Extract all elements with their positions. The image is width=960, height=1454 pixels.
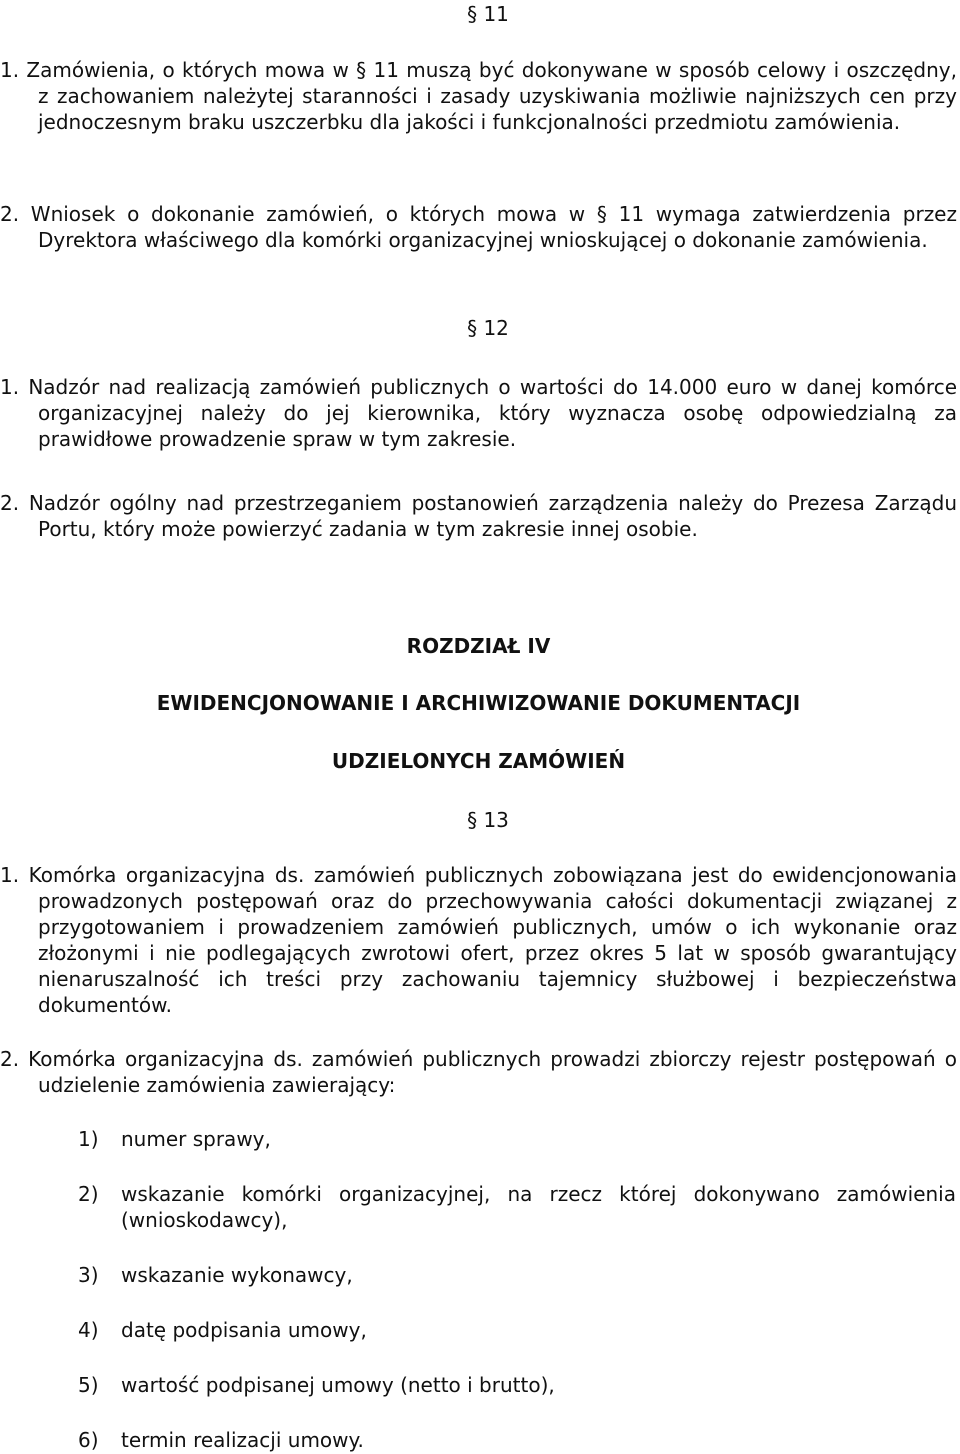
chapter-title-line-2: UDZIELONYCH ZAMÓWIEŃ (331, 749, 626, 773)
list-item-text: wartość podpisanej umowy (netto i brutto), (121, 1373, 555, 1397)
list-item-text: wskazanie wykonawcy, (121, 1263, 353, 1287)
list-item (78, 1126, 956, 1152)
section-11-heading: § 11 (467, 2, 509, 26)
list-item (78, 1262, 956, 1288)
section-11-paragraph-2: 2. Wniosek o dokonanie zamówień, o których mowa w § 11 wymaga zatwierdzenia przez Dyrektora właściwego dla komórki organizacyjnej wnioskującej o dokonanie zamówienia. (0, 202, 957, 252)
list-item-number: 2) (78, 1182, 99, 1206)
chapter-number: ROZDZIAŁ IV (406, 634, 551, 658)
section-13-heading: § 13 (467, 808, 509, 832)
list-item-number: 3) (78, 1263, 99, 1287)
section-11-paragraph-1: 1. Zamówienia, o których mowa w § 11 muszą być dokonywane w sposób celowy i oszczędny, z zachowaniem należytej staranności i zasady uzyskiwania możliwie najniższych cen przy jednoczesnym braku uszczerbku dla jakości i funkcjonalności przedmiotu zamówienia. (0, 58, 957, 134)
list-item-text: datę podpisania umowy, (121, 1318, 367, 1342)
list-item (78, 1317, 956, 1343)
section-12-paragraph-2: 2. Nadzór ogólny nad przestrzeganiem postanowień zarządzenia należy do Prezesa Zarządu Portu, który może powierzyć zadania w tym zakresie innej osobie. (0, 491, 957, 541)
list-item-number: 4) (78, 1318, 99, 1342)
list-item-text: wskazanie komórki organizacyjnej, na rzecz której dokonywano zamówienia (wnioskodawcy), (121, 1182, 956, 1232)
list-item-text: termin realizacji umowy. (121, 1428, 364, 1452)
section-13-paragraph-2: 2. Komórka organizacyjna ds. zamówień publicznych prowadzi zbiorczy rejestr postępowań o udzielenie zamówienia zawierający: (0, 1047, 957, 1097)
list-item (78, 1372, 956, 1398)
section-12-paragraph-1: 1. Nadzór nad realizacją zamówień publicznych o wartości do 14.000 euro w danej komórce organizacyjnej należy do jej kierownika, który wyznacza osobę odpowiedzialną za prawidłowe prowadzenie spraw w tym zakresie. (0, 375, 957, 451)
list-item (78, 1181, 956, 1233)
list-item-number: 1) (78, 1127, 99, 1151)
section-12-heading: § 12 (467, 316, 509, 340)
chapter-title-line-1: EWIDENCJONOWANIE I ARCHIWIZOWANIE DOKUMENTACJI (156, 691, 801, 715)
list-item-text: numer sprawy, (121, 1127, 271, 1151)
list-item-number: 6) (78, 1428, 99, 1452)
list-item-number: 5) (78, 1373, 99, 1397)
list-item (78, 1427, 956, 1453)
section-13-paragraph-1: 1. Komórka organizacyjna ds. zamówień publicznych zobowiązana jest do ewidencjonowania prowadzonych postępowań oraz do przechowywania całości dokumentacji związanej z przygotowaniem i prowadzeniem zamówień publicznych, umów o ich wykonanie oraz złożonymi i nie podlegających zwrotowi ofert, przez okres 5 lat w sposób gwarantujący nienaruszalność ich treści przy zachowaniu tajemnicy służbowej i bezpieczeństwa dokumentów. (0, 863, 957, 1017)
